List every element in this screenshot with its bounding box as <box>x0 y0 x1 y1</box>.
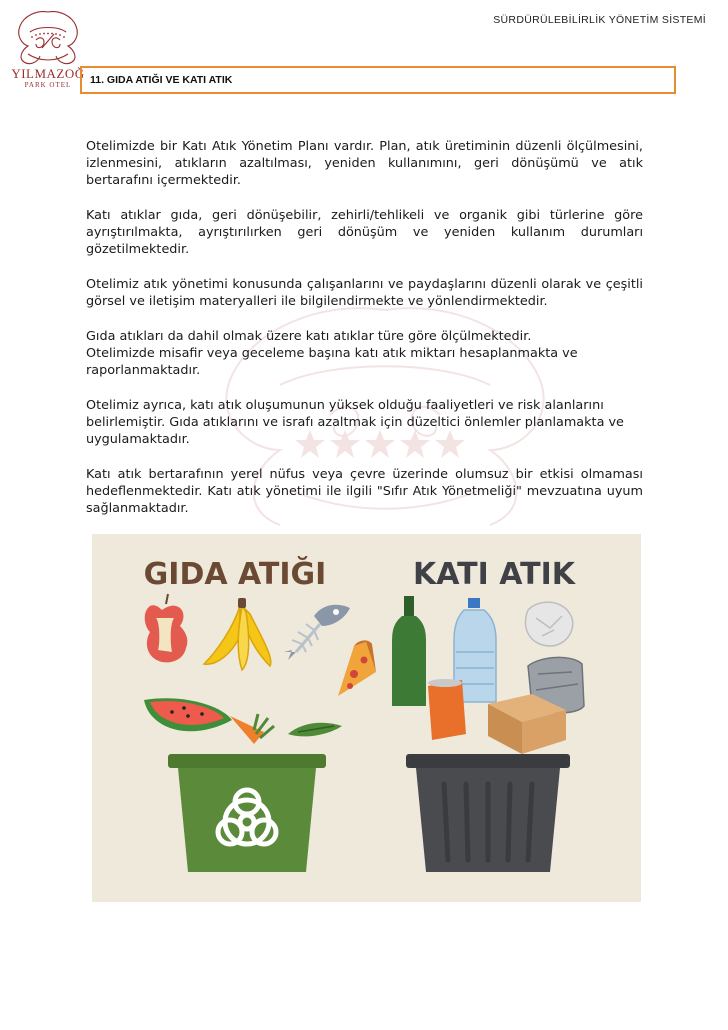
waste-illustration <box>92 534 641 902</box>
paragraph-staff-info: Otelimiz atık yönetimi konusunda çalışanlarını ve paydaşlarını düzenli olarak ve çeşitli görsel ve iletişim materyalleri ile bilgilendirmekte ve yönlendirmektedir. <box>86 277 643 309</box>
food-waste-label: GIDA ATIĞI <box>143 557 327 592</box>
document-header-title: SÜRDÜRÜLEBİLİRLİK YÖNETİM SİSTEMİ <box>493 14 706 26</box>
paragraph-measurement-line-2: Otelimizde misafir veya geceleme başına katı atık miktarı hesaplanmakta ve raporlanmaktadır. <box>86 346 578 378</box>
section-title: 11. GIDA ATIĞI VE KATI ATIK <box>90 74 233 86</box>
paragraph-measurement <box>86 328 643 379</box>
body-content <box>86 138 643 535</box>
soda-can-icon <box>428 679 466 740</box>
logo-text <box>8 66 88 89</box>
paragraph-waste-plan: Otelimizde bir Katı Atık Yönetim Planı vardır. Plan, atık üretiminin düzenli ölçülmesini, izlenmesini, atıkların azaltılması, yeniden kullanımını, geri dönüşümü ve atık bertarafını içermektedir. <box>86 139 643 188</box>
section-title-box <box>80 66 676 94</box>
crumpled-paper-icon <box>525 602 572 646</box>
solid-waste-label: KATI ATIK <box>413 557 575 592</box>
green-bin-icon <box>168 754 326 872</box>
paragraph-waste-sorting: Katı atıklar gıda, geri dönüşebilir, zehirli/tehlikeli ve organik gibi türlerine göre ayrıştırılmakta, ayrıştırılırken geri dönüşüm ve yeniden kullanım durumları gözetilmektedir. <box>86 208 643 257</box>
paragraph-measurement-line-1: Gıda atıkları da dahil olmak üzere katı atıklar türe göre ölçülmektedir. <box>86 329 532 344</box>
logo-subtitle: PARK OTEL <box>24 81 72 89</box>
paragraph-risk-areas: Otelimiz ayrıca, katı atık oluşumunun yüksek olduğu faaliyetleri ve risk alanlarını belirlemiştir. Gıda atıklarını ve israfı azaltmak için düzeltici önlemler planlamakta ve uygulamaktadır. <box>86 398 624 447</box>
gray-bin-icon <box>406 754 570 872</box>
paragraph-zero-waste: Katı atık bertarafının yerel nüfus veya çevre üzerinde olumsuz bir etkisi olmaması hedeflenmektedir. Katı atık yönetimi ile ilgili "Sıfır Atık Yönetmeliği" mevzuatına uyum sağlanmaktadır. <box>86 467 643 516</box>
logo-name: YILMAZOĞ <box>11 66 85 81</box>
